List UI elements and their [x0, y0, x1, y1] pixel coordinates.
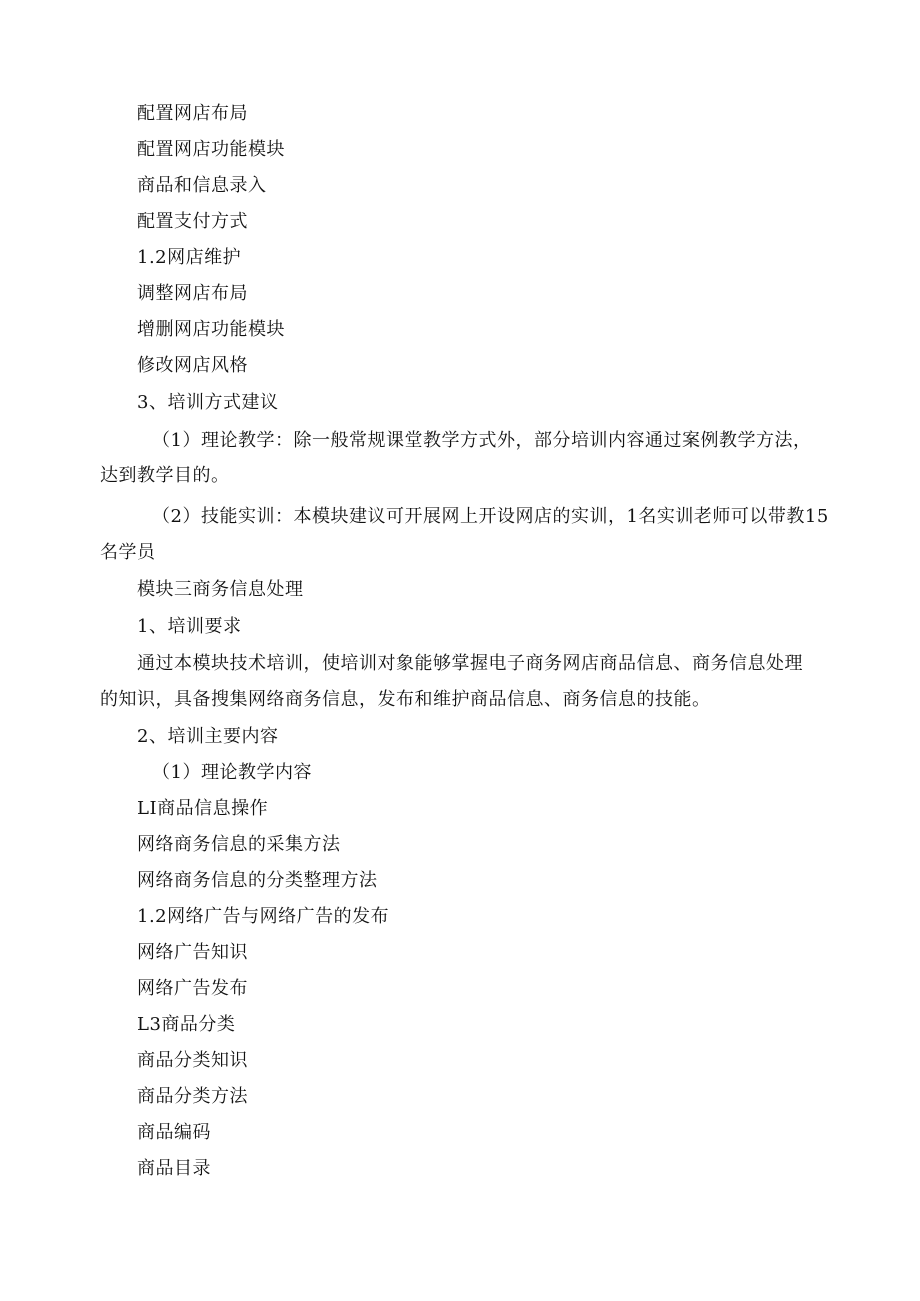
- text-line: 修改网店风格: [137, 355, 248, 376]
- subsection-heading: （1）理论教学内容: [152, 762, 312, 783]
- text-line: 商品编码: [137, 1122, 211, 1143]
- paragraph-line: 通过本模块技术培训，使培训对象能够掌握电子商务网店商品信息、商务信息处理: [137, 653, 803, 674]
- text-line: 配置网店布局: [137, 103, 248, 124]
- text-line: 调整网店布局: [137, 283, 248, 304]
- subsection-heading: 1.2网络广告与网络广告的发布: [137, 906, 390, 927]
- paragraph-line: 名学员: [100, 542, 156, 563]
- subsection-heading: L3商品分类: [137, 1014, 236, 1035]
- paragraph-line: 达到教学目的。: [100, 465, 230, 486]
- text-line: 增删网店功能模块: [137, 319, 285, 340]
- paragraph-line: 的知识，具备搜集网络商务信息，发布和维护商品信息、商务信息的技能。: [100, 689, 711, 710]
- paragraph-line: （1）理论教学：除一般常规课堂教学方式外，部分培训内容通过案例教学方法，: [152, 430, 812, 451]
- text-line: 商品目录: [137, 1158, 211, 1179]
- paragraph-line: （2）技能实训：本模块建议可开展网上开设网店的实训，1名实训老师可以带教15: [152, 506, 829, 527]
- section-heading: 2、培训主要内容: [137, 726, 279, 747]
- subsection-heading: LI商品信息操作: [137, 798, 269, 819]
- text-line: 商品分类知识: [137, 1050, 248, 1071]
- text-line: 商品分类方法: [137, 1086, 248, 1107]
- text-line: 网络商务信息的采集方法: [137, 834, 341, 855]
- text-line: 网络广告知识: [137, 942, 248, 963]
- section-heading: 1、培训要求: [137, 616, 242, 637]
- text-line: 商品和信息录入: [137, 175, 267, 196]
- text-line: 配置支付方式: [137, 211, 248, 232]
- section-heading: 3、培训方式建议: [137, 392, 279, 413]
- text-line: 配置网店功能模块: [137, 139, 285, 160]
- text-line: 网络广告发布: [137, 978, 248, 999]
- text-line: 网络商务信息的分类整理方法: [137, 870, 378, 891]
- module-heading: 模块三商务信息处理: [137, 579, 304, 600]
- section-heading: 1.2网店维护: [137, 247, 242, 268]
